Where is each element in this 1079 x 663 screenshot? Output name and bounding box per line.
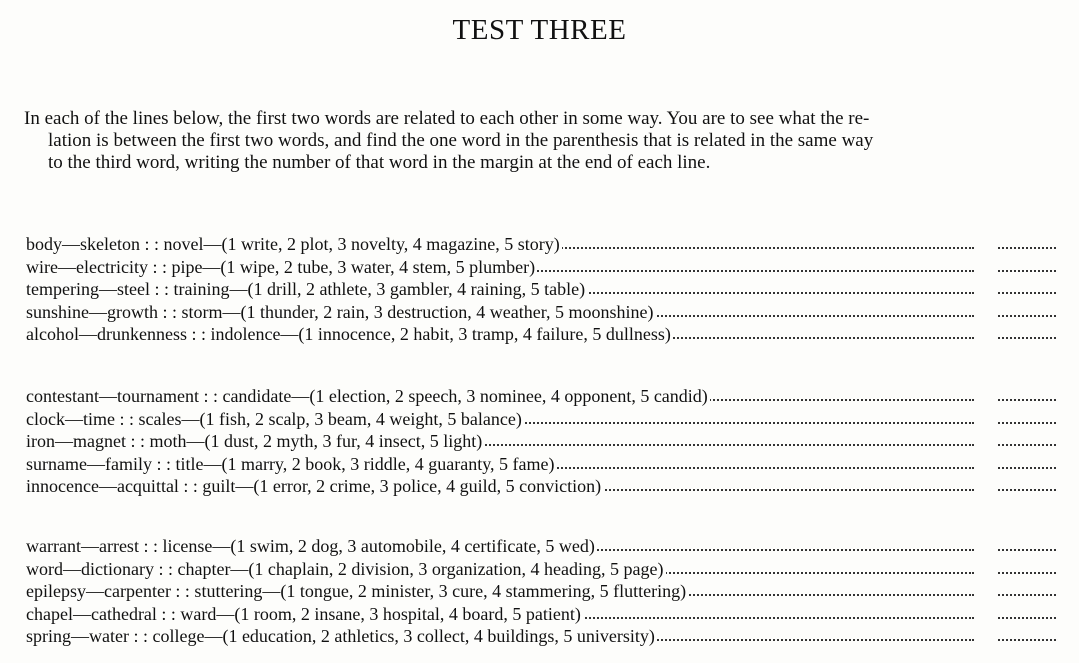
instructions-line: lation is between the first two words, and find the one word in the parenthesis that is related in the same way [48,130,874,151]
question-text: tempering—steel : : training—(1 drill, 2 athlete, 3 gambler, 4 raining, 5 table) [26,279,586,299]
question-text: warrant—arrest : : license—(1 swim, 2 dog, 3 automobile, 4 certificate, 5 wed) [26,536,595,556]
question-text: epilepsy—carpenter : : stuttering—(1 tongue, 2 minister, 3 cure, 4 stammering, 5 fluttering) [26,581,687,601]
question-item [26,453,1056,476]
question-item [26,558,1056,581]
answer-blank[interactable] [998,444,1056,446]
answer-blank[interactable] [998,572,1056,574]
answer-blank[interactable] [998,489,1056,491]
question-item [26,408,1056,431]
question-text: innocence—acquittal : : guilt—(1 error, 2 crime, 3 police, 4 guild, 5 conviction) [26,476,602,496]
question-text: sunshine—growth : : storm—(1 thunder, 2 rain, 3 destruction, 4 weather, 5 moonshine) [26,301,654,322]
question-text: body—skeleton : : novel—(1 write, 2 plot, 3 novelty, 4 magazine, 5 story) [26,234,560,254]
question-item [26,430,1056,453]
question-text: surname—family : : title—(1 marry, 2 book, 3 riddle, 4 guaranty, 5 fame) [26,453,555,474]
question-text: contestant—tournament : : candidate—(1 election, 2 speech, 3 nominee, 4 opponent, 5 candid) [26,386,708,406]
question-text: spring—water : : college—(1 education, 2 athletics, 3 collect, 4 buildings, 5 university) [26,626,655,646]
question-item [26,535,1056,558]
question-item [26,385,1056,408]
question-text: clock—time : : scales—(1 fish, 2 scalp, 3 beam, 4 weight, 5 balance) [26,408,522,429]
question-item [26,603,1056,626]
answer-blank[interactable] [998,467,1056,469]
answer-blank[interactable] [998,337,1056,339]
answer-blank[interactable] [998,399,1056,401]
question-item [26,256,1056,279]
answer-blank[interactable] [998,315,1056,317]
question-item [26,475,1056,498]
question-text: iron—magnet : : moth—(1 dust, 2 myth, 3 fur, 4 insect, 5 light) [26,431,483,451]
question-group-2 [26,385,1056,498]
answer-blank[interactable] [998,247,1056,249]
answer-blank[interactable] [998,292,1056,294]
answer-blank[interactable] [998,549,1056,551]
question-group-1 [26,233,1056,346]
question-item [26,278,1056,301]
question-text: chapel—cathedral : : ward—(1 room, 2 insane, 3 hospital, 4 board, 5 patient) [26,603,581,624]
question-text: word—dictionary : : chapter—(1 chaplain, 2 division, 3 organization, 4 heading, 5 page) [26,558,664,579]
instructions [24,108,1054,174]
page-title: TEST THREE [452,14,627,46]
question-item [26,625,1056,648]
question-item [26,580,1056,603]
answer-blank[interactable] [998,617,1056,619]
instructions-line: In each of the lines below, the first two words are related to each other in some way. You are to see what the re- [24,108,870,129]
instructions-line: to the third word, writing the number of that word in the margin at the end of each line. [48,152,711,173]
question-item [26,233,1056,256]
question-item [26,323,1056,346]
answer-blank[interactable] [998,270,1056,272]
question-text: wire—electricity : : pipe—(1 wipe, 2 tube, 3 water, 4 stem, 5 plumber) [26,256,536,277]
question-text: alcohol—drunkenness : : indolence—(1 innocence, 2 habit, 3 tramp, 4 failure, 5 dullness) [26,324,671,344]
question-group-3 [26,535,1056,648]
question-item [26,301,1056,324]
answer-blank[interactable] [998,639,1056,641]
answer-blank[interactable] [998,422,1056,424]
answer-blank[interactable] [998,594,1056,596]
